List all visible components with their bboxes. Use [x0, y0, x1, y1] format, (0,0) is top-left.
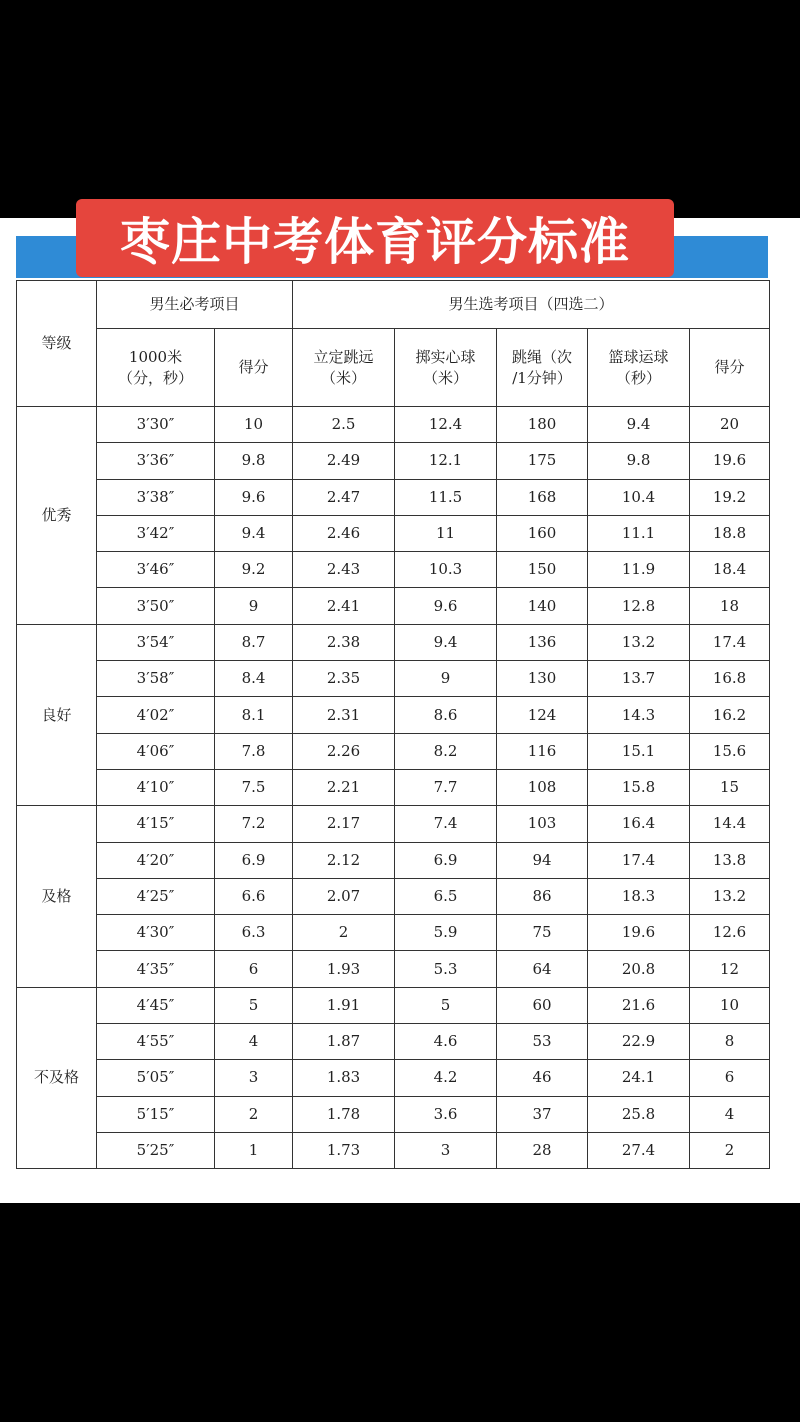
- table-cell: 6.9: [395, 842, 497, 878]
- table-cell: 3′42″: [97, 515, 215, 551]
- table-row: [17, 842, 770, 878]
- table-cell: 9.4: [215, 515, 293, 551]
- table-cell: 1: [215, 1132, 293, 1168]
- table-cell: 10: [690, 987, 770, 1023]
- table-cell: 12.8: [588, 588, 690, 624]
- table-cell: 9.4: [588, 407, 690, 443]
- scoring-table: [16, 280, 770, 1169]
- table-cell: 5: [395, 987, 497, 1023]
- table-cell: 16.2: [690, 697, 770, 733]
- table-cell: 175: [497, 443, 588, 479]
- table-cell: 28: [497, 1132, 588, 1168]
- table-cell: 4′15″: [97, 806, 215, 842]
- table-cell: 5.9: [395, 915, 497, 951]
- table-cell: 4′25″: [97, 878, 215, 914]
- table-cell: 18: [690, 588, 770, 624]
- level-label: 不及格: [17, 987, 97, 1168]
- table-cell: 1.78: [293, 1096, 395, 1132]
- table-cell: 130: [497, 661, 588, 697]
- table-row: [17, 733, 770, 769]
- header-score-elective: 得分: [690, 329, 770, 407]
- table-cell: 37: [497, 1096, 588, 1132]
- table-cell: 16.8: [690, 661, 770, 697]
- table-cell: 9.8: [588, 443, 690, 479]
- table-cell: 7.4: [395, 806, 497, 842]
- table-cell: 15.1: [588, 733, 690, 769]
- table-cell: 116: [497, 733, 588, 769]
- header-level: 等级: [17, 281, 97, 407]
- table-cell: 14.3: [588, 697, 690, 733]
- table-cell: 9.6: [215, 479, 293, 515]
- table-cell: 2.38: [293, 624, 395, 660]
- table-cell: 4′06″: [97, 733, 215, 769]
- table-cell: 10.4: [588, 479, 690, 515]
- table-cell: 12.4: [395, 407, 497, 443]
- table-cell: 7.2: [215, 806, 293, 842]
- table-cell: 1.87: [293, 1024, 395, 1060]
- table-cell: 2: [215, 1096, 293, 1132]
- table-cell: 1.73: [293, 1132, 395, 1168]
- table-cell: 18.3: [588, 878, 690, 914]
- table-cell: 64: [497, 951, 588, 987]
- table-row: [17, 769, 770, 805]
- table-cell: 4.6: [395, 1024, 497, 1060]
- table-cell: 53: [497, 1024, 588, 1060]
- table-cell: 4: [215, 1024, 293, 1060]
- table-cell: 2.47: [293, 479, 395, 515]
- table-cell: 11.9: [588, 552, 690, 588]
- table-row: [17, 1132, 770, 1168]
- table-cell: 11: [395, 515, 497, 551]
- table-cell: 17.4: [690, 624, 770, 660]
- level-label: 及格: [17, 806, 97, 987]
- table-cell: 108: [497, 769, 588, 805]
- table-cell: 3.6: [395, 1096, 497, 1132]
- table-cell: 15.6: [690, 733, 770, 769]
- header-score: 得分: [215, 329, 293, 407]
- table-cell: 20.8: [588, 951, 690, 987]
- table-cell: 4.2: [395, 1060, 497, 1096]
- table-cell: 13.2: [690, 878, 770, 914]
- table-row: [17, 1060, 770, 1096]
- table-cell: 2: [690, 1132, 770, 1168]
- table-cell: 9.6: [395, 588, 497, 624]
- table-cell: 4′45″: [97, 987, 215, 1023]
- table-cell: 15.8: [588, 769, 690, 805]
- table-cell: 10: [215, 407, 293, 443]
- table-cell: 13.7: [588, 661, 690, 697]
- table-cell: 4′10″: [97, 769, 215, 805]
- table-cell: 150: [497, 552, 588, 588]
- page-title: 枣庄中考体育评分标准: [76, 199, 674, 277]
- table-cell: 17.4: [588, 842, 690, 878]
- table-cell: 9.8: [215, 443, 293, 479]
- header-medicine-ball: 掷实心球 （米）: [395, 329, 497, 407]
- table-row: [17, 479, 770, 515]
- table-cell: 20: [690, 407, 770, 443]
- table-row: [17, 1096, 770, 1132]
- table-cell: 86: [497, 878, 588, 914]
- table-cell: 9: [395, 661, 497, 697]
- table-row: [17, 443, 770, 479]
- table-cell: 180: [497, 407, 588, 443]
- table-row: [17, 552, 770, 588]
- table-cell: 8.2: [395, 733, 497, 769]
- table-cell: 15: [690, 769, 770, 805]
- table-cell: 3: [395, 1132, 497, 1168]
- table-cell: 8: [690, 1024, 770, 1060]
- table-cell: 4′30″: [97, 915, 215, 951]
- table-cell: 3: [215, 1060, 293, 1096]
- table-cell: 2.12: [293, 842, 395, 878]
- table-cell: 5′25″: [97, 1132, 215, 1168]
- table-cell: 2.46: [293, 515, 395, 551]
- header-required-group: 男生必考项目: [97, 281, 293, 329]
- table-cell: 4′02″: [97, 697, 215, 733]
- table-cell: 124: [497, 697, 588, 733]
- table-cell: 14.4: [690, 806, 770, 842]
- table-cell: 16.4: [588, 806, 690, 842]
- table-cell: 3′54″: [97, 624, 215, 660]
- table-cell: 6.5: [395, 878, 497, 914]
- table-row: [17, 697, 770, 733]
- table-row: [17, 1024, 770, 1060]
- table-row: [17, 987, 770, 1023]
- table-cell: 6.6: [215, 878, 293, 914]
- table-cell: 9: [215, 588, 293, 624]
- table-row: [17, 624, 770, 660]
- table-cell: 8.4: [215, 661, 293, 697]
- table-cell: 6: [690, 1060, 770, 1096]
- table-cell: 4: [690, 1096, 770, 1132]
- table-row: [17, 878, 770, 914]
- table-cell: 1.93: [293, 951, 395, 987]
- table-cell: 168: [497, 479, 588, 515]
- table-row: [17, 806, 770, 842]
- table-cell: 4′35″: [97, 951, 215, 987]
- table-cell: 3′38″: [97, 479, 215, 515]
- table-cell: 3′30″: [97, 407, 215, 443]
- table-cell: 8.7: [215, 624, 293, 660]
- table-cell: 4′55″: [97, 1024, 215, 1060]
- table-cell: 18.8: [690, 515, 770, 551]
- table-cell: 5: [215, 987, 293, 1023]
- table-cell: 27.4: [588, 1132, 690, 1168]
- table-cell: 2.49: [293, 443, 395, 479]
- table-cell: 6.9: [215, 842, 293, 878]
- table-cell: 6.3: [215, 915, 293, 951]
- table-cell: 24.1: [588, 1060, 690, 1096]
- table-cell: 2.31: [293, 697, 395, 733]
- table-cell: 140: [497, 588, 588, 624]
- table-cell: 19.6: [690, 443, 770, 479]
- table-cell: 136: [497, 624, 588, 660]
- table-cell: 2.17: [293, 806, 395, 842]
- table-row: [17, 915, 770, 951]
- table-cell: 19.2: [690, 479, 770, 515]
- table-cell: 11.5: [395, 479, 497, 515]
- table-cell: 2.26: [293, 733, 395, 769]
- table-cell: 5.3: [395, 951, 497, 987]
- table-cell: 1.83: [293, 1060, 395, 1096]
- table-cell: 94: [497, 842, 588, 878]
- table-cell: 3′50″: [97, 588, 215, 624]
- table-cell: 13.8: [690, 842, 770, 878]
- header-run-1000m: 1000米 （分，秒）: [97, 329, 215, 407]
- table-cell: 19.6: [588, 915, 690, 951]
- table-cell: 5′15″: [97, 1096, 215, 1132]
- table-cell: 1.91: [293, 987, 395, 1023]
- table-cell: 18.4: [690, 552, 770, 588]
- level-label: 良好: [17, 624, 97, 805]
- table-cell: 7.5: [215, 769, 293, 805]
- table-cell: 75: [497, 915, 588, 951]
- table-cell: 46: [497, 1060, 588, 1096]
- table-cell: 8.1: [215, 697, 293, 733]
- table-cell: 2.43: [293, 552, 395, 588]
- table-cell: 3′58″: [97, 661, 215, 697]
- table-row: [17, 407, 770, 443]
- header-jump-rope: 跳绳（次 /1分钟）: [497, 329, 588, 407]
- table-cell: 6: [215, 951, 293, 987]
- table-cell: 7.8: [215, 733, 293, 769]
- level-label: 优秀: [17, 407, 97, 625]
- table-cell: 3′36″: [97, 443, 215, 479]
- table-cell: 103: [497, 806, 588, 842]
- table-cell: 8.6: [395, 697, 497, 733]
- table-cell: 11.1: [588, 515, 690, 551]
- header-elective-group: 男生选考项目（四选二）: [293, 281, 770, 329]
- table-cell: 5′05″: [97, 1060, 215, 1096]
- table-cell: 9.2: [215, 552, 293, 588]
- table-cell: 4′20″: [97, 842, 215, 878]
- table-cell: 2.21: [293, 769, 395, 805]
- table-cell: 60: [497, 987, 588, 1023]
- table-cell: 9.4: [395, 624, 497, 660]
- table-cell: 2.35: [293, 661, 395, 697]
- table-row: [17, 588, 770, 624]
- table-cell: 12.6: [690, 915, 770, 951]
- table-cell: 22.9: [588, 1024, 690, 1060]
- table-cell: 12.1: [395, 443, 497, 479]
- table-cell: 21.6: [588, 987, 690, 1023]
- table-cell: 2: [293, 915, 395, 951]
- table-cell: 2.5: [293, 407, 395, 443]
- table-cell: 2.07: [293, 878, 395, 914]
- table-row: [17, 661, 770, 697]
- header-basketball: 篮球运球 （秒）: [588, 329, 690, 407]
- table-cell: 160: [497, 515, 588, 551]
- table-cell: 12: [690, 951, 770, 987]
- table-row: [17, 515, 770, 551]
- table-cell: 10.3: [395, 552, 497, 588]
- table-cell: 2.41: [293, 588, 395, 624]
- table-row: [17, 951, 770, 987]
- header-standing-jump: 立定跳远 （米）: [293, 329, 395, 407]
- table-cell: 13.2: [588, 624, 690, 660]
- table-cell: 25.8: [588, 1096, 690, 1132]
- table-cell: 7.7: [395, 769, 497, 805]
- table-cell: 3′46″: [97, 552, 215, 588]
